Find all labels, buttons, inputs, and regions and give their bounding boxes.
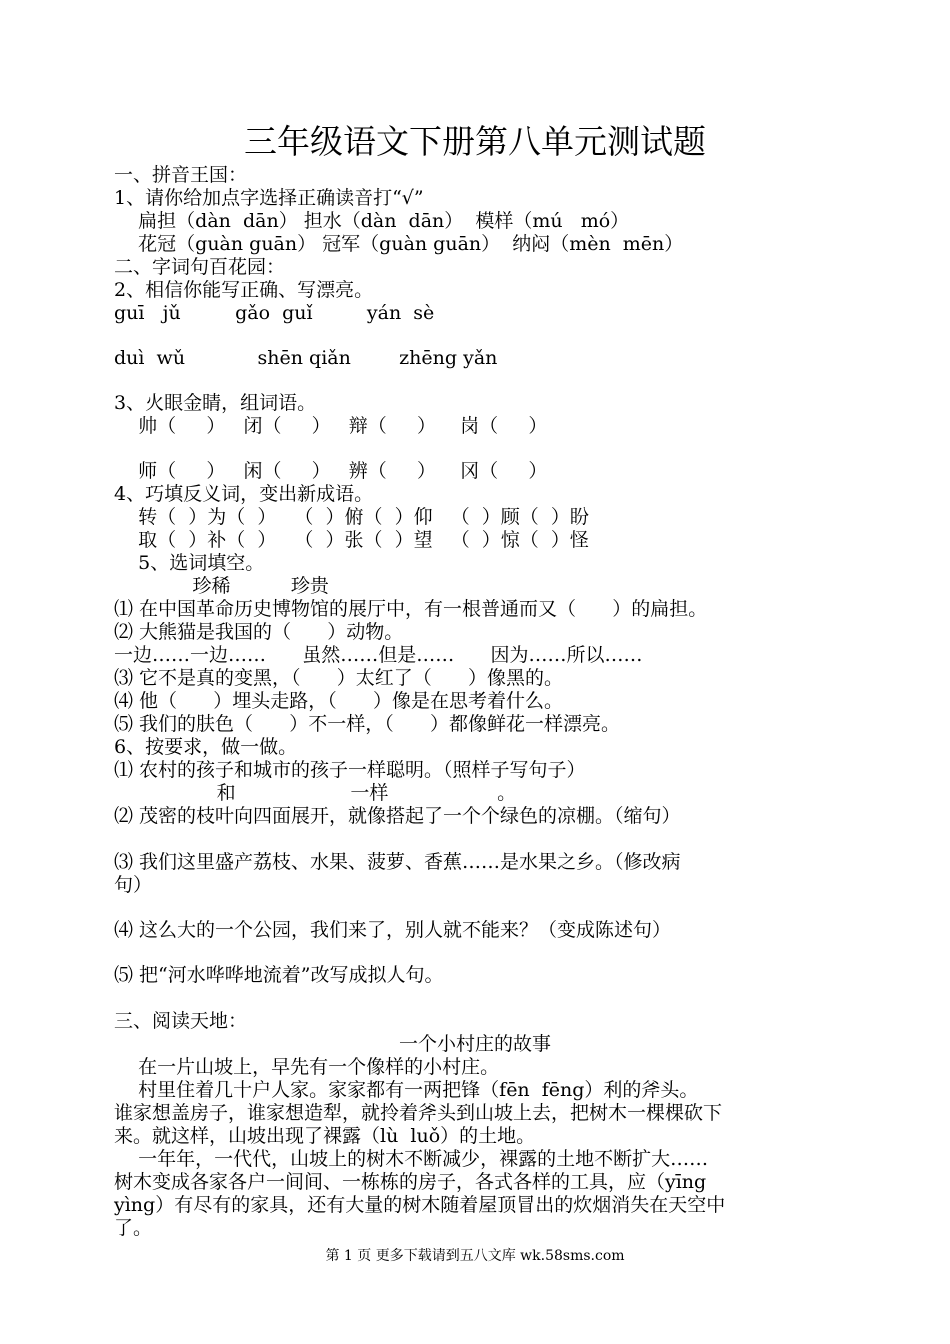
story-paragraph-3-line-1: 一年年，一代代，山坡上的树木不断减少，裸露的土地不断扩大…… — [114, 1148, 709, 1170]
idiom-row-2: 取（ ）补（ ） （ ）张（ ）望 （ ）惊（ ）怪 — [114, 529, 589, 551]
fill-blank-2: ⑵ 大熊猫是我国的（ ）动物。 — [114, 621, 404, 643]
question-6: 6、按要求，做一做。 — [114, 736, 298, 758]
story-paragraph-2-line-2: 谁家想盖房子，谁家想造犁，就拎着斧头到山坡上去，把树木一棵棵砍下 — [114, 1102, 723, 1124]
question-3: 3、火眼金睛，组词语。 — [114, 392, 317, 414]
sentence-task-3-cont: 句） — [114, 874, 153, 896]
sentence-task-3: ⑶ 我们这里盛产荔枝、水果、菠萝、香蕉……是水果之乡。（修改病 — [114, 851, 681, 873]
story-paragraph-2-line-1: 村里住着几十户人家。家家都有一两把锋（fēn fēng）利的斧头。 — [114, 1079, 699, 1101]
fill-blank-4: ⑷ 他（ ）埋头走路，（ ）像是在思考着什么。 — [114, 690, 564, 712]
question-5: 5、选词填空。 — [114, 552, 265, 574]
section-heading-pinyin: 一、拼音王国： — [114, 164, 248, 186]
sentence-task-4: ⑷ 这么大的一个公园，我们来了，别人就不能来？（变成陈述句） — [114, 919, 672, 941]
question-1: 1、请你给加点字选择正确读音打“√” — [114, 187, 424, 209]
word-group-row-1: 帅（ ） 闭（ ） 辩（ ） 岗（ ） — [114, 415, 548, 437]
fill-blank-3: ⑶ 它不是真的变黑，（ ）太红了（ ）像黑的。 — [114, 667, 564, 689]
pinyin-prompt-row-2: duì wǔ shēn qiǎn zhēng yǎn — [114, 347, 498, 369]
story-paragraph-2-line-3: 来。就这样，山坡出现了裸露（lù luǒ）的土地。 — [114, 1125, 536, 1147]
story-paragraph-3-line-2: 树木变成各家各户一间间、一栋栋的房子，各式各样的工具，应（yīng — [114, 1171, 707, 1193]
word-choices-2: 一边……一边…… 虽然……但是…… 因为……所以…… — [114, 644, 643, 666]
fill-blank-5: ⑸ 我们的肤色（ ）不一样，（ ）都像鲜花一样漂亮。 — [114, 713, 621, 735]
word-group-row-2: 师（ ） 闲（ ） 辨（ ） 冈（ ） — [114, 460, 548, 482]
page-footer: 第 1 页 更多下载请到五八文库 wk.58sms.com — [325, 1248, 625, 1264]
idiom-row-1: 转（ ）为（ ） （ ）俯（ ）仰 （ ）顾（ ）盼 — [114, 506, 589, 528]
page-title: 三年级语文下册第八单元测试题 — [244, 122, 706, 161]
pinyin-prompt-row-1: guī jǔ gǎo guǐ yán sè — [114, 302, 435, 324]
sentence-task-5: ⑸ 把“河水哗哗地流着”改写成拟人句。 — [114, 964, 444, 986]
question-4: 4、巧填反义词，变出新成语。 — [114, 483, 374, 505]
question-2: 2、相信你能写正确、写漂亮。 — [114, 279, 374, 301]
pinyin-options-row-1: 扁担（dàn dān） 担水（dàn dān） 模样（mú mó） — [114, 210, 630, 232]
sentence-task-1: ⑴ 农村的孩子和城市的孩子一样聪明。（照样子写句子） — [114, 759, 586, 781]
sentence-task-1-template: 和 一样 。 — [114, 782, 517, 804]
story-paragraph-3-line-4: 了。 — [114, 1217, 153, 1239]
section-heading-words: 二、字词句百花园： — [114, 256, 286, 278]
fill-blank-1: ⑴ 在中国革命历史博物馆的展厅中，有一根普通而又（ ）的扁担。 — [114, 598, 708, 620]
story-paragraph-1: 在一片山坡上，早先有一个像样的小村庄。 — [114, 1056, 500, 1078]
section-heading-reading: 三、阅读天地： — [114, 1010, 248, 1032]
pinyin-options-row-2: 花冠（guàn guān） 冠军（guàn guān） 纳闷（mèn mēn） — [114, 233, 684, 255]
story-paragraph-3-line-3: yìng）有尽有的家具，还有大量的树木随着屋顶冒出的炊烟消失在天空中 — [114, 1194, 726, 1216]
word-choices-1: 珍稀 珍贵 — [114, 575, 329, 597]
story-title: 一个小村庄的故事 — [398, 1033, 551, 1055]
sentence-task-2: ⑵ 茂密的枝叶向四面展开，就像搭起了一个个绿色的凉棚。（缩句） — [114, 805, 681, 827]
